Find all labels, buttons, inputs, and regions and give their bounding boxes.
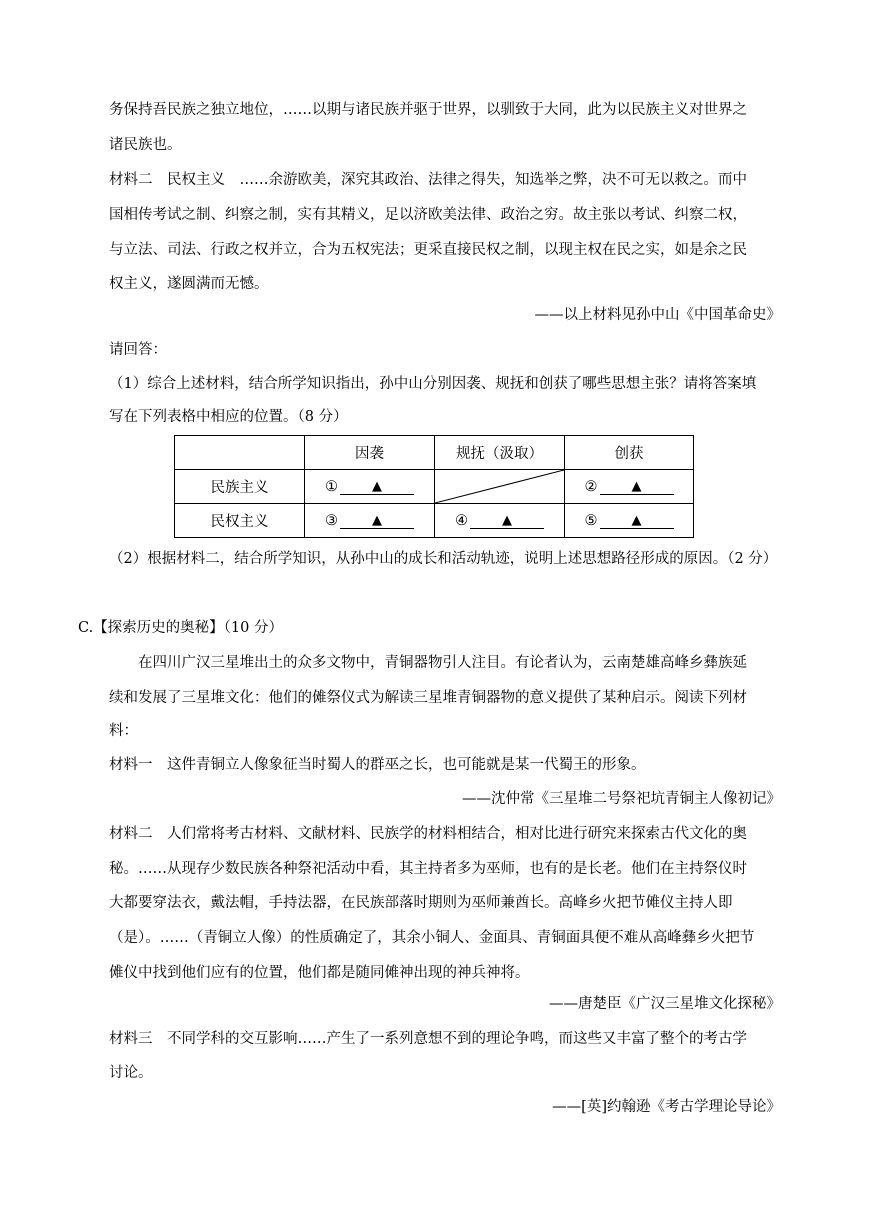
source-citation: ——以上材料见孙中山《中国革命史》 bbox=[534, 307, 781, 323]
table-row bbox=[175, 470, 694, 504]
triangle-marker: ▲ bbox=[502, 512, 512, 528]
text-line: 与立法、司法、行政之权并立，合为五权宪法；更采直接民权之制，以现主权在民之实，如是余之民 bbox=[109, 242, 747, 258]
text-line: 料： bbox=[109, 723, 138, 739]
text-line: 材料二 人们常将考古材料、文献材料、民族学的材料相结合，相对比进行研究来探索古代文化的奥 bbox=[109, 826, 747, 842]
diagonal-line bbox=[435, 470, 564, 503]
row-label: 民权主义 bbox=[175, 504, 305, 538]
answer-slot[interactable] bbox=[435, 504, 565, 538]
slot-number: ③ bbox=[325, 512, 338, 529]
slot-number: ① bbox=[325, 478, 338, 495]
table-header-empty bbox=[175, 436, 305, 470]
question-2: （2）根据材料二，结合所学知识，从孙中山的成长和活动轨迹，说明上述思想路径形成的原因。（2 分） bbox=[109, 551, 778, 567]
text-line: 续和发展了三星堆文化：他们的傩祭仪式为解读三星堆青铜器物的意义提供了某种启示。阅读下列材 bbox=[109, 690, 747, 706]
text-line: 请回答： bbox=[109, 342, 167, 358]
text-line: 傩仪中找到他们应有的位置，他们都是随同傩神出现的神兵神将。 bbox=[109, 965, 530, 981]
text-line: （是）。……（青铜立人像）的性质确定了，其余小铜人、金面具、青铜面具便不难从高峰彝乡火把节 bbox=[109, 930, 755, 946]
table-header-yinxi: 因袭 bbox=[305, 436, 435, 470]
slot-number: ④ bbox=[455, 512, 468, 529]
answer-slot[interactable] bbox=[305, 504, 435, 538]
slot-number: ⑤ bbox=[584, 512, 598, 529]
diagonal-cell bbox=[435, 470, 565, 504]
text-line: 秘。……从现存少数民族各种祭祀活动中看，其主持者多为巫师，也有的是长老。他们在主持祭仪时 bbox=[109, 861, 747, 877]
row-label: 民族主义 bbox=[175, 470, 305, 504]
text-line: 材料三 不同学科的交互影响……产生了一系列意想不到的理论争鸣，而这些又丰富了整个的考古学 bbox=[109, 1031, 747, 1047]
text-line: 讨论。 bbox=[109, 1065, 153, 1081]
source-citation: ——沈仲常《三星堆二号祭祀坑青铜主人像初记》 bbox=[462, 791, 781, 807]
answer-slot[interactable] bbox=[565, 504, 694, 538]
source-citation: ——[英]约翰逊《考古学理论导论》 bbox=[552, 1099, 781, 1115]
text-line: 权主义，遂圆满而无憾。 bbox=[109, 276, 269, 292]
text-line: 务保持吾民族之独立地位，……以期与诸民族并驱于世界，以驯致于大同，此为以民族主义对世界之 bbox=[109, 102, 747, 118]
slot-number: ② bbox=[584, 478, 598, 495]
text-line: 材料一 这件青铜立人像象征当时蜀人的群巫之长，也可能就是某一代蜀王的形象。 bbox=[109, 757, 646, 773]
text-line: 材料二 民权主义 ……余游欧美，深究其政治、法律之得失，知选举之弊，决不可无以救之。而中 bbox=[109, 172, 747, 188]
text-line: 大都要穿法衣，戴法帽，手持法器，在民族部落时期则为巫师兼酋长。高峰乡火把节傩仪主持人即 bbox=[109, 895, 733, 911]
triangle-marker: ▲ bbox=[372, 478, 382, 494]
question-1-cont: 写在下列表格中相应的位置。（8 分） bbox=[109, 409, 348, 425]
text-line: 诸民族也。 bbox=[109, 137, 182, 153]
answer-slot[interactable] bbox=[305, 470, 435, 504]
table-row bbox=[175, 504, 694, 538]
table-header-guifu: 规抚（汲取） bbox=[435, 436, 565, 470]
table-header-row bbox=[175, 436, 694, 470]
triangle-marker: ▲ bbox=[631, 478, 642, 494]
answer-slot[interactable] bbox=[565, 470, 694, 504]
text-line: 国相传考试之制、纠察之制，实有其精义，足以济欧美法律、政治之穷。故主张以考试、纠察二权， bbox=[109, 207, 747, 223]
source-citation: ——唐楚臣《广汉三星堆文化探秘》 bbox=[549, 996, 781, 1012]
table-header-chuanghuo: 创获 bbox=[565, 436, 694, 470]
section-heading: C.【探索历史的奥秘】（10 分） bbox=[78, 620, 283, 636]
question-1: （1）综合上述材料，结合所学知识指出，孙中山分别因袭、规抚和创获了哪些思想主张？请将答案填 bbox=[109, 376, 757, 392]
text-line: 在四川广汉三星堆出土的众多文物中，青铜器物引人注目。有论者认为，云南楚雄高峰乡彝族延 bbox=[138, 655, 747, 671]
triangle-marker: ▲ bbox=[372, 512, 382, 528]
triangle-marker: ▲ bbox=[631, 512, 642, 528]
answer-table bbox=[174, 435, 694, 538]
